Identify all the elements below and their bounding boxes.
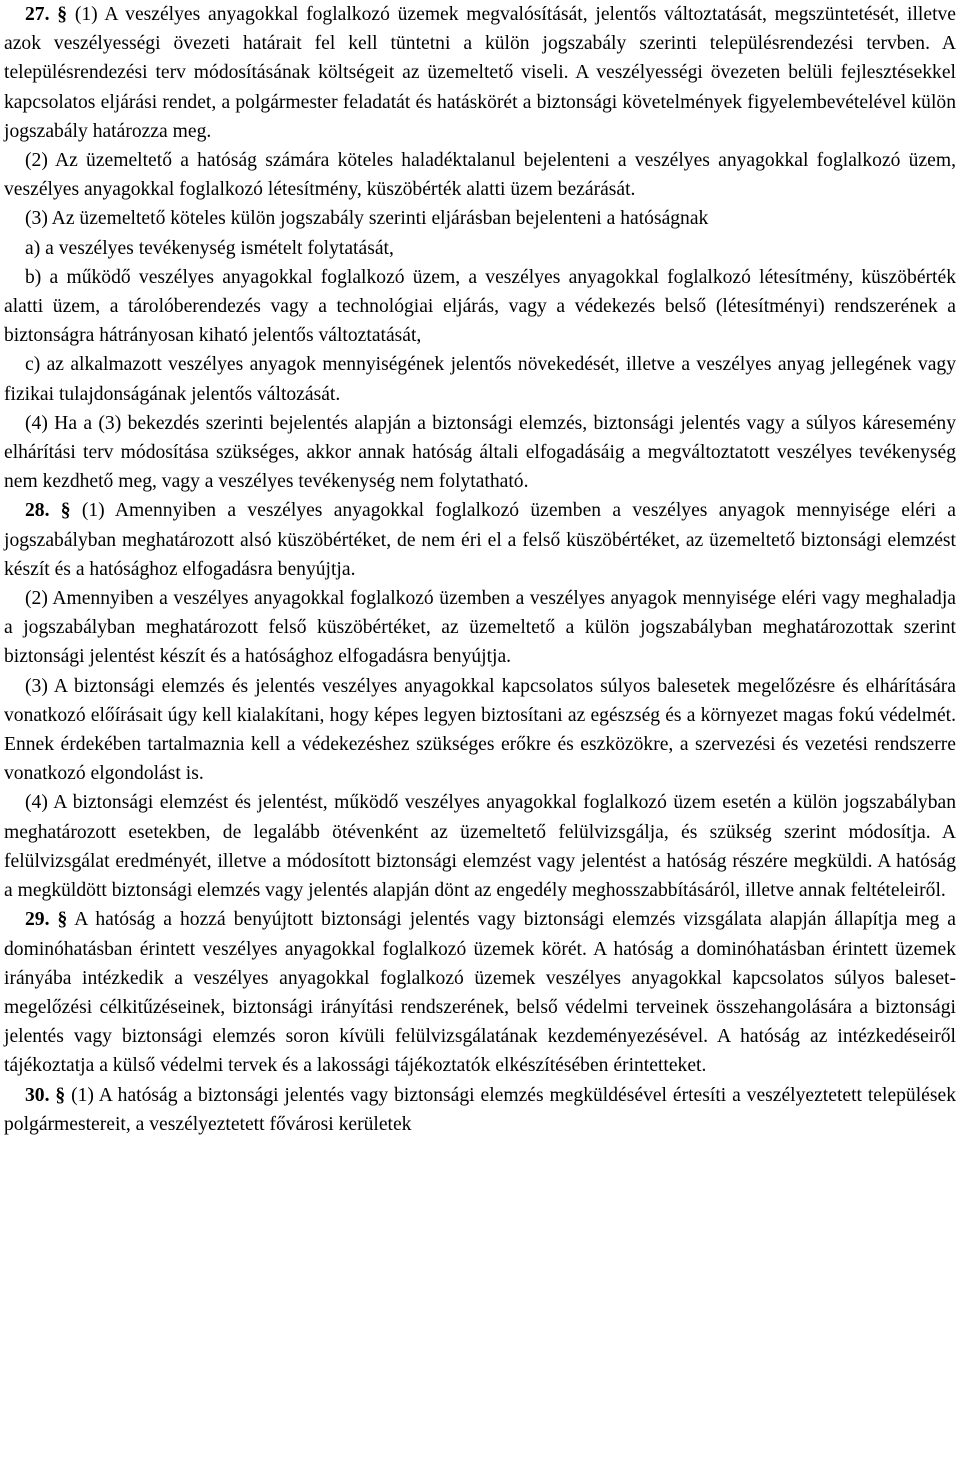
paragraph-28-1 <box>4 496 956 584</box>
section-sign-icon: § <box>60 500 71 522</box>
paragraph-text: (1) A veszélyes anyagokkal foglalkozó üzemek megvalósítását, jelentős változtatását, megszüntetését, illetve azok veszélyességi övezeti határait fel kell tüntetni a külön jogszabály szerinti településrendezési tervben. A településrendezési terv módosításának költségeit az üzemeltető viseli. A veszélyességi övezeten belüli fejlesztésekkel kapcsolatos eljárási rendet, a polgármester feladatát és hatáskörét a biztonsági követelmények figyelembevételével külön jogszabály határozza meg. <box>4 4 956 142</box>
paragraph-text: A hatóság a hozzá benyújtott biztonsági jelentés vagy biztonsági elemzés vizsgálata alapján állapítja meg a dominóhatásban érintett veszélyes anyagokkal foglalkozó üzemek körét. A hatóság a dominóhatásban érintett üzemek irányába intézkedik a veszélyes anyagokkal foglalkozó üzemek veszélyes anyagokkal kapcsolatos súlyos baleset-megelőzési célkitűzéseinek, biztonsági irányítási rendszerének, belső védelmi terveinek összehangolására a biztonsági jelentés vagy biztonsági elemzés soron kívüli felülvizsgálatának kezdeményezésével. A hatóság az intézkedéseiről tájékoztatja a külső védelmi tervek és a lakossági tájékoztatók elkészítésében érintetteket. <box>4 909 956 1077</box>
paragraph-28-3: (3) A biztonsági elemzés és jelentés veszélyes anyagokkal kapcsolatos súlyos balesetek megelőzésre és elhárítására vonatkozó előírásait úgy kell kialakítani, hogy képes legyen biztosítani az egészség és a környezet magas fokú védelmét. Ennek érdekében tartalmaznia kell a védekezéshez szükséges erőkre és eszközökre, a szervezési és vezetési rendszerre vonatkozó elgondolást is. <box>4 675 956 785</box>
paragraph-27-3-a: a) a veszélyes tevékenység ismételt folytatását, <box>25 237 394 259</box>
paragraph-text: (1) Amennyiben a veszélyes anyagokkal foglalkozó üzemben a veszélyes anyagok mennyisége eléri a jogszabályban meghatározott alsó küszöbértéket, de nem éri el a felső küszöbértéket, az üzemeltető biztonsági elemzést készít és a hatósághoz elfogadásra benyújtja. <box>4 500 956 580</box>
paragraph-29 <box>4 905 956 1080</box>
paragraph-27-4: (4) Ha a (3) bekezdés szerinti bejelentés alapján a biztonsági elemzés, biztonsági jelentés vagy a súlyos káresemény elhárítási terv módosítása szükséges, akkor annak hatóság általi elfogadásáig a megváltoztatott veszélyes tevékenység nem kezdhető meg, vagy a veszélyes tevékenység nem folytatható. <box>4 412 956 493</box>
paragraph-27-3: (3) Az üzemeltető köteles külön jogszabály szerinti eljárásban bejelenteni a hatóságnak <box>25 208 709 230</box>
section-sign-icon: § <box>55 1084 66 1106</box>
paragraph-27-1 <box>4 0 956 146</box>
section-number-30: 30. <box>25 1084 50 1106</box>
paragraph-28-2: (2) Amennyiben a veszélyes anyagokkal foglalkozó üzemben a veszélyes anyagok mennyisége eléri vagy meghaladja a jogszabályban meghatározott felső küszöbértéket, az üzemeltető a külön jogszabályban meghatározottak szerint biztonsági jelentést készít és a hatósághoz elfogadásra benyújtja. <box>4 588 956 668</box>
paragraph-text: (1) A hatóság a biztonsági jelentés vagy biztonsági elemzés megküldésével értesíti a veszélyeztetett települések polgármestereit, a veszélyeztetett fővárosi kerületek <box>4 1084 956 1135</box>
section-number-27: 27. <box>25 4 50 25</box>
section-number-28: 28. <box>25 500 50 522</box>
section-number-29: 29. <box>25 909 50 931</box>
section-sign-icon: § <box>57 4 68 25</box>
section-sign-icon: § <box>57 909 68 931</box>
paragraph-27-3-c: c) az alkalmazott veszélyes anyagok mennyiségének jelentős növekedését, illetve a veszélyes anyag jellegének vagy fizikai tulajdonságának jelentős változását. <box>4 354 956 405</box>
paragraph-27-2: (2) Az üzemeltető a hatóság számára köteles haladéktalanul bejelenteni a veszélyes anyagokkal foglalkozó üzem, veszélyes anyagokkal foglalkozó létesítmény, küszöbérték alatti üzem bezárását. <box>4 150 956 201</box>
paragraph-30-1 <box>4 1081 956 1139</box>
paragraph-28-4: (4) A biztonsági elemzést és jelentést, működő veszélyes anyagokkal foglalkozó üzem esetén a külön jogszabályban meghatározott esetekben, de legalább ötévenként az üzemeltető felülvizsgálja, és szükség szerint módosítja. A felülvizsgálat eredményét, illetve a módosított biztonsági elemzést vagy jelentést a hatóság részére megküldi. A hatóság a megküldött biztonsági elemzés vagy jelentés alapján dönt az engedély meghosszabbításáról, illetve annak feltételeiről. <box>4 792 956 902</box>
paragraph-27-3-b: b) a működő veszélyes anyagokkal foglalkozó üzem, a veszélyes anyagokkal foglalkozó létesítmény, küszöbérték alatti üzem, a tárolóberendezés vagy a technológiai eljárás, vagy a védekezés belső (létesítményi) rendszerének a biztonságra hátrányosan kiható jelentős változtatását, <box>4 266 956 347</box>
